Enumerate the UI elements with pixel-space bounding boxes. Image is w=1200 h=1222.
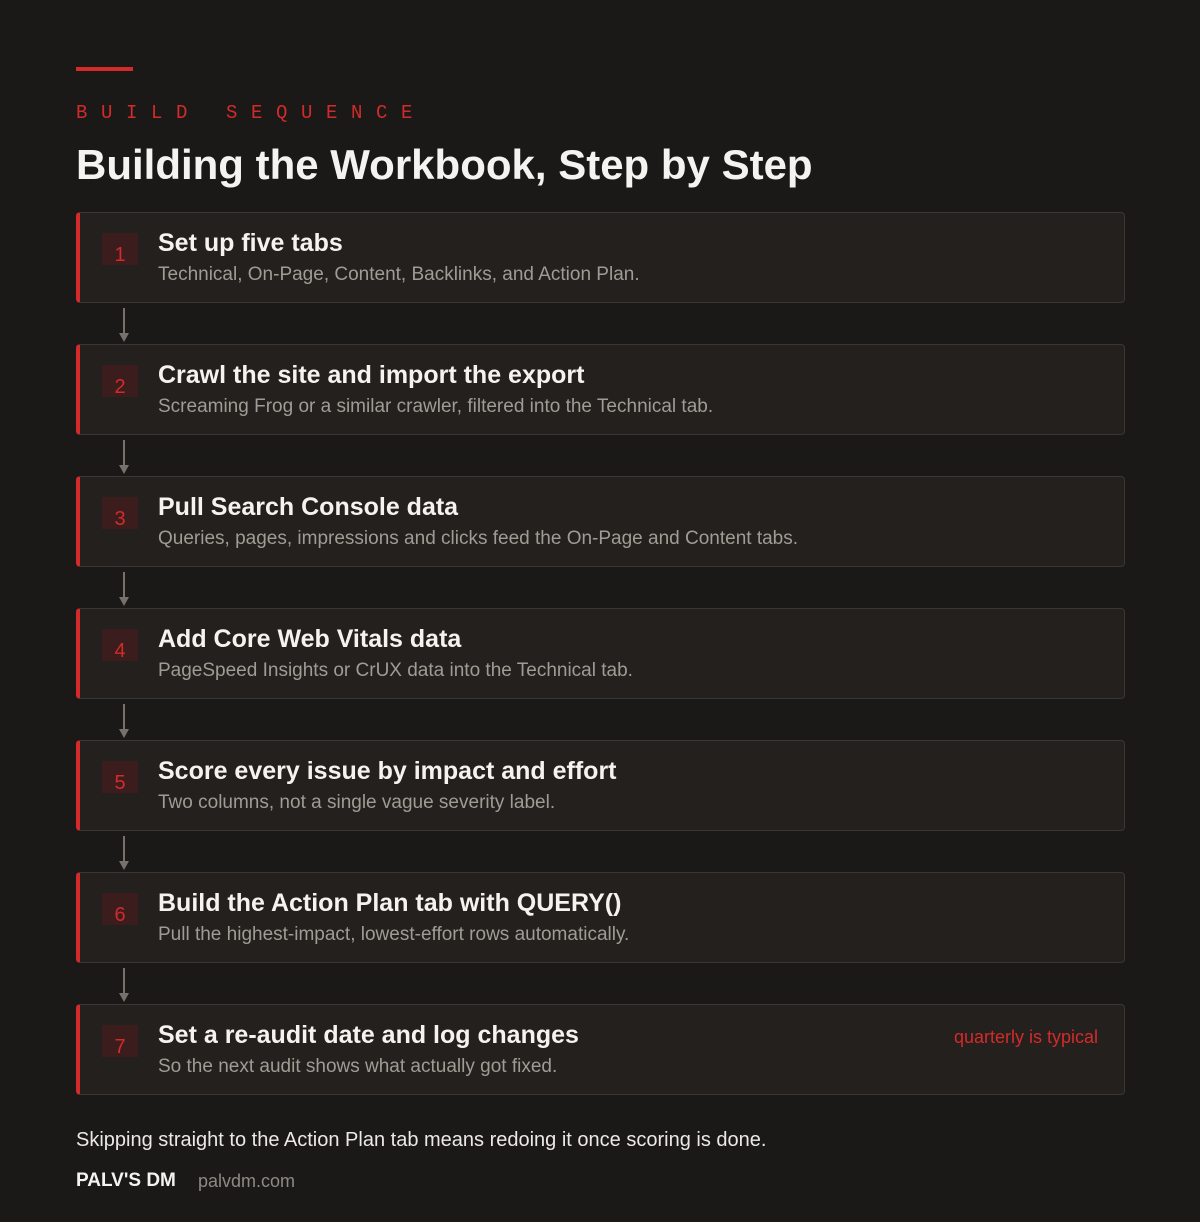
- step-card-4: [76, 608, 1125, 699]
- down-arrow-icon: [119, 836, 129, 872]
- step-title: Build the Action Plan tab with QUERY(): [158, 889, 622, 917]
- step-number-badge: 1: [102, 233, 138, 265]
- down-arrow-icon: [119, 440, 129, 476]
- down-arrow-icon: [119, 572, 129, 608]
- step-description: Screaming Frog or a similar crawler, filtered into the Technical tab.: [158, 396, 714, 417]
- step-description: Queries, pages, impressions and clicks feed the On-Page and Content tabs.: [158, 528, 799, 549]
- step-card-7: [76, 1004, 1125, 1095]
- step-number-badge: 6: [102, 893, 138, 925]
- brand-name: PALV'S DM: [76, 1170, 176, 1191]
- step-card-6: [76, 872, 1125, 963]
- step-number-badge: 5: [102, 761, 138, 793]
- down-arrow-icon: [119, 704, 129, 740]
- step-number-badge: 7: [102, 1025, 138, 1057]
- step-description: PageSpeed Insights or CrUX data into the Technical tab.: [158, 660, 633, 681]
- step-title: Add Core Web Vitals data: [158, 625, 462, 653]
- section-kicker: BUILD SEQUENCE: [76, 102, 427, 124]
- step-title: Set a re-audit date and log changes: [158, 1021, 579, 1049]
- step-description: So the next audit shows what actually got fixed.: [158, 1056, 558, 1077]
- down-arrow-icon: [119, 968, 129, 1004]
- step-note: quarterly is typical: [953, 1027, 1098, 1047]
- step-card-3: [76, 476, 1125, 567]
- step-title: Pull Search Console data: [158, 493, 459, 521]
- step-description: Pull the highest-impact, lowest-effort rows automatically.: [158, 924, 630, 945]
- step-number-badge: 4: [102, 629, 138, 661]
- down-arrow-icon: [119, 308, 129, 344]
- step-number-badge: 2: [102, 365, 138, 397]
- accent-bar: [76, 67, 133, 71]
- page-title: Building the Workbook, Step by Step: [76, 141, 813, 188]
- step-title: Crawl the site and import the export: [158, 361, 585, 389]
- step-card-1: [76, 212, 1125, 303]
- brand-url: palvdm.com: [198, 1171, 296, 1191]
- step-number-badge: 3: [102, 497, 138, 529]
- step-description: Two columns, not a single vague severity label.: [158, 792, 556, 813]
- step-card-5: [76, 740, 1125, 831]
- step-title: Score every issue by impact and effort: [158, 757, 617, 785]
- step-description: Technical, On-Page, Content, Backlinks, and Action Plan.: [158, 264, 640, 285]
- step-title: Set up five tabs: [158, 229, 343, 257]
- step-card-2: [76, 344, 1125, 435]
- footnote: Skipping straight to the Action Plan tab means redoing it once scoring is done.: [76, 1129, 767, 1151]
